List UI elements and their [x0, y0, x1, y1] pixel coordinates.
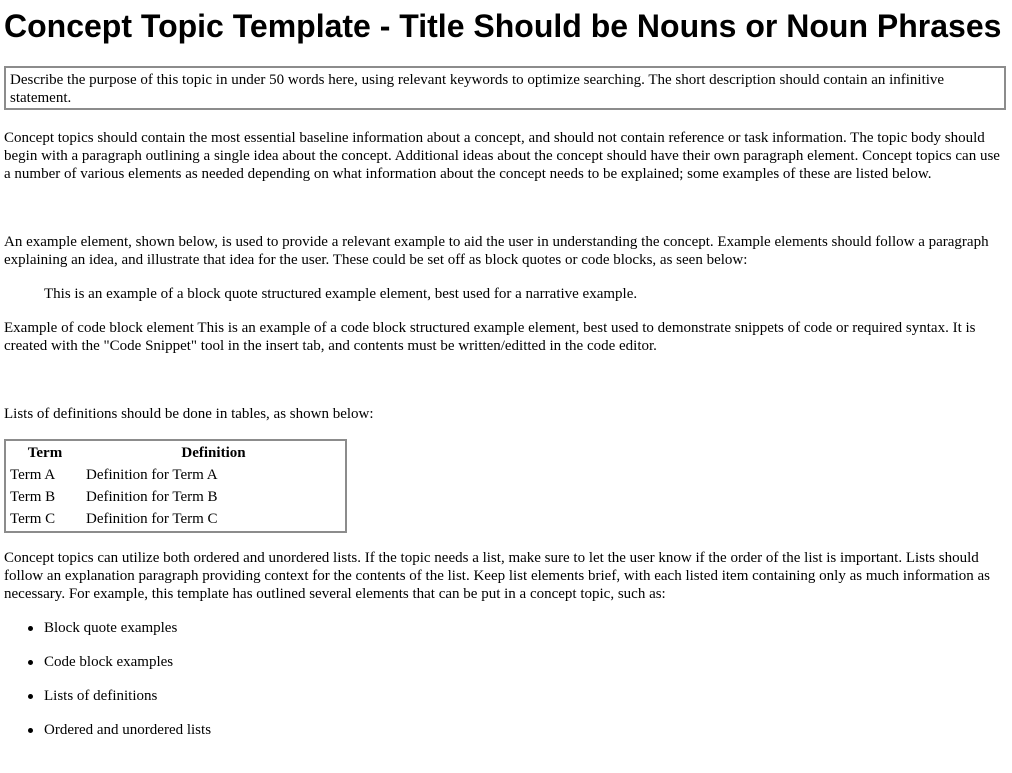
bullet-icon: [28, 728, 33, 733]
table-header-term: Term: [27, 445, 63, 461]
short-description-text: Describe the purpose of this topic in under 50 words here, using relevant keywords to optimize searching. The short description should contain an infinitive statement.: [10, 72, 945, 106]
definitions-intro-paragraph: Lists of definitions should be done in tables, as shown below:: [4, 406, 374, 422]
short-description-box: [4, 66, 1006, 110]
example-paragraph: An example element, shown below, is used to provide a relevant example to aid the user in understanding the concept. Example elements should follow a paragraph explaining an idea, and illustrate that idea for the user. These could be set off as block quotes or code blocks, as seen below:: [4, 234, 989, 268]
bullet-icon: [28, 694, 33, 699]
list-item: [44, 687, 1012, 705]
list-item-text: Block quote examples: [44, 620, 178, 636]
table-cell-term: Term A: [10, 467, 56, 483]
list-item: [44, 721, 1012, 739]
table-cell-term: Term C: [10, 511, 56, 527]
table-row: [8, 465, 343, 485]
bullet-icon: [28, 626, 33, 631]
list-item-text: Code block examples: [44, 654, 174, 670]
list-item: [44, 619, 1012, 637]
lists-paragraph: Concept topics can utilize both ordered and unordered lists. If the topic needs a list, make sure to let the user know if the order of the list is important. Lists should follow an explanation paragraph providing context for the contents of the list. Keep list elements brief, with each listed item containing only as much information as necessary. For example, this template has outlined several elements that can be put in a concept topic, such as:: [4, 550, 990, 602]
table-row: [8, 487, 343, 507]
table-cell-term: Term B: [10, 489, 56, 505]
table-row: [8, 509, 343, 529]
intro-paragraph: Concept topics should contain the most essential baseline information about a concept, and should not contain reference or task information. The topic body should begin with a paragraph outlining a single idea about the concept. Additional ideas about the concept should have their own paragraph element. Concept topics can use a number of various elements as needed depending on what information about the concept needs to be explained; some examples of these are listed below.: [4, 130, 1000, 182]
bullet-icon: [28, 660, 33, 665]
table-header-row: [8, 443, 343, 463]
table-cell-definition: Definition for Term A: [86, 467, 218, 483]
table-header-definition: Definition: [181, 445, 246, 461]
list-item: [44, 653, 1012, 671]
list-item-text: Lists of definitions: [44, 688, 158, 704]
blockquote-example: This is an example of a block quote structured example element, best used for a narrative example.: [44, 286, 638, 302]
definitions-table: [4, 439, 347, 533]
table-cell-definition: Definition for Term B: [86, 489, 218, 505]
code-block-paragraph: Example of code block element This is an example of a code block structured example element, best used to demonstrate snippets of code or required syntax. It is created with the "Code Snippet" tool in the insert tab, and contents must be written/editted in the code editor.: [4, 320, 976, 354]
list-item-text: Ordered and unordered lists: [44, 722, 212, 738]
table-cell-definition: Definition for Term C: [86, 511, 218, 527]
page-title: Concept Topic Template - Title Should be Nouns or Noun Phrases: [4, 8, 1002, 44]
element-list: [0, 619, 1012, 739]
